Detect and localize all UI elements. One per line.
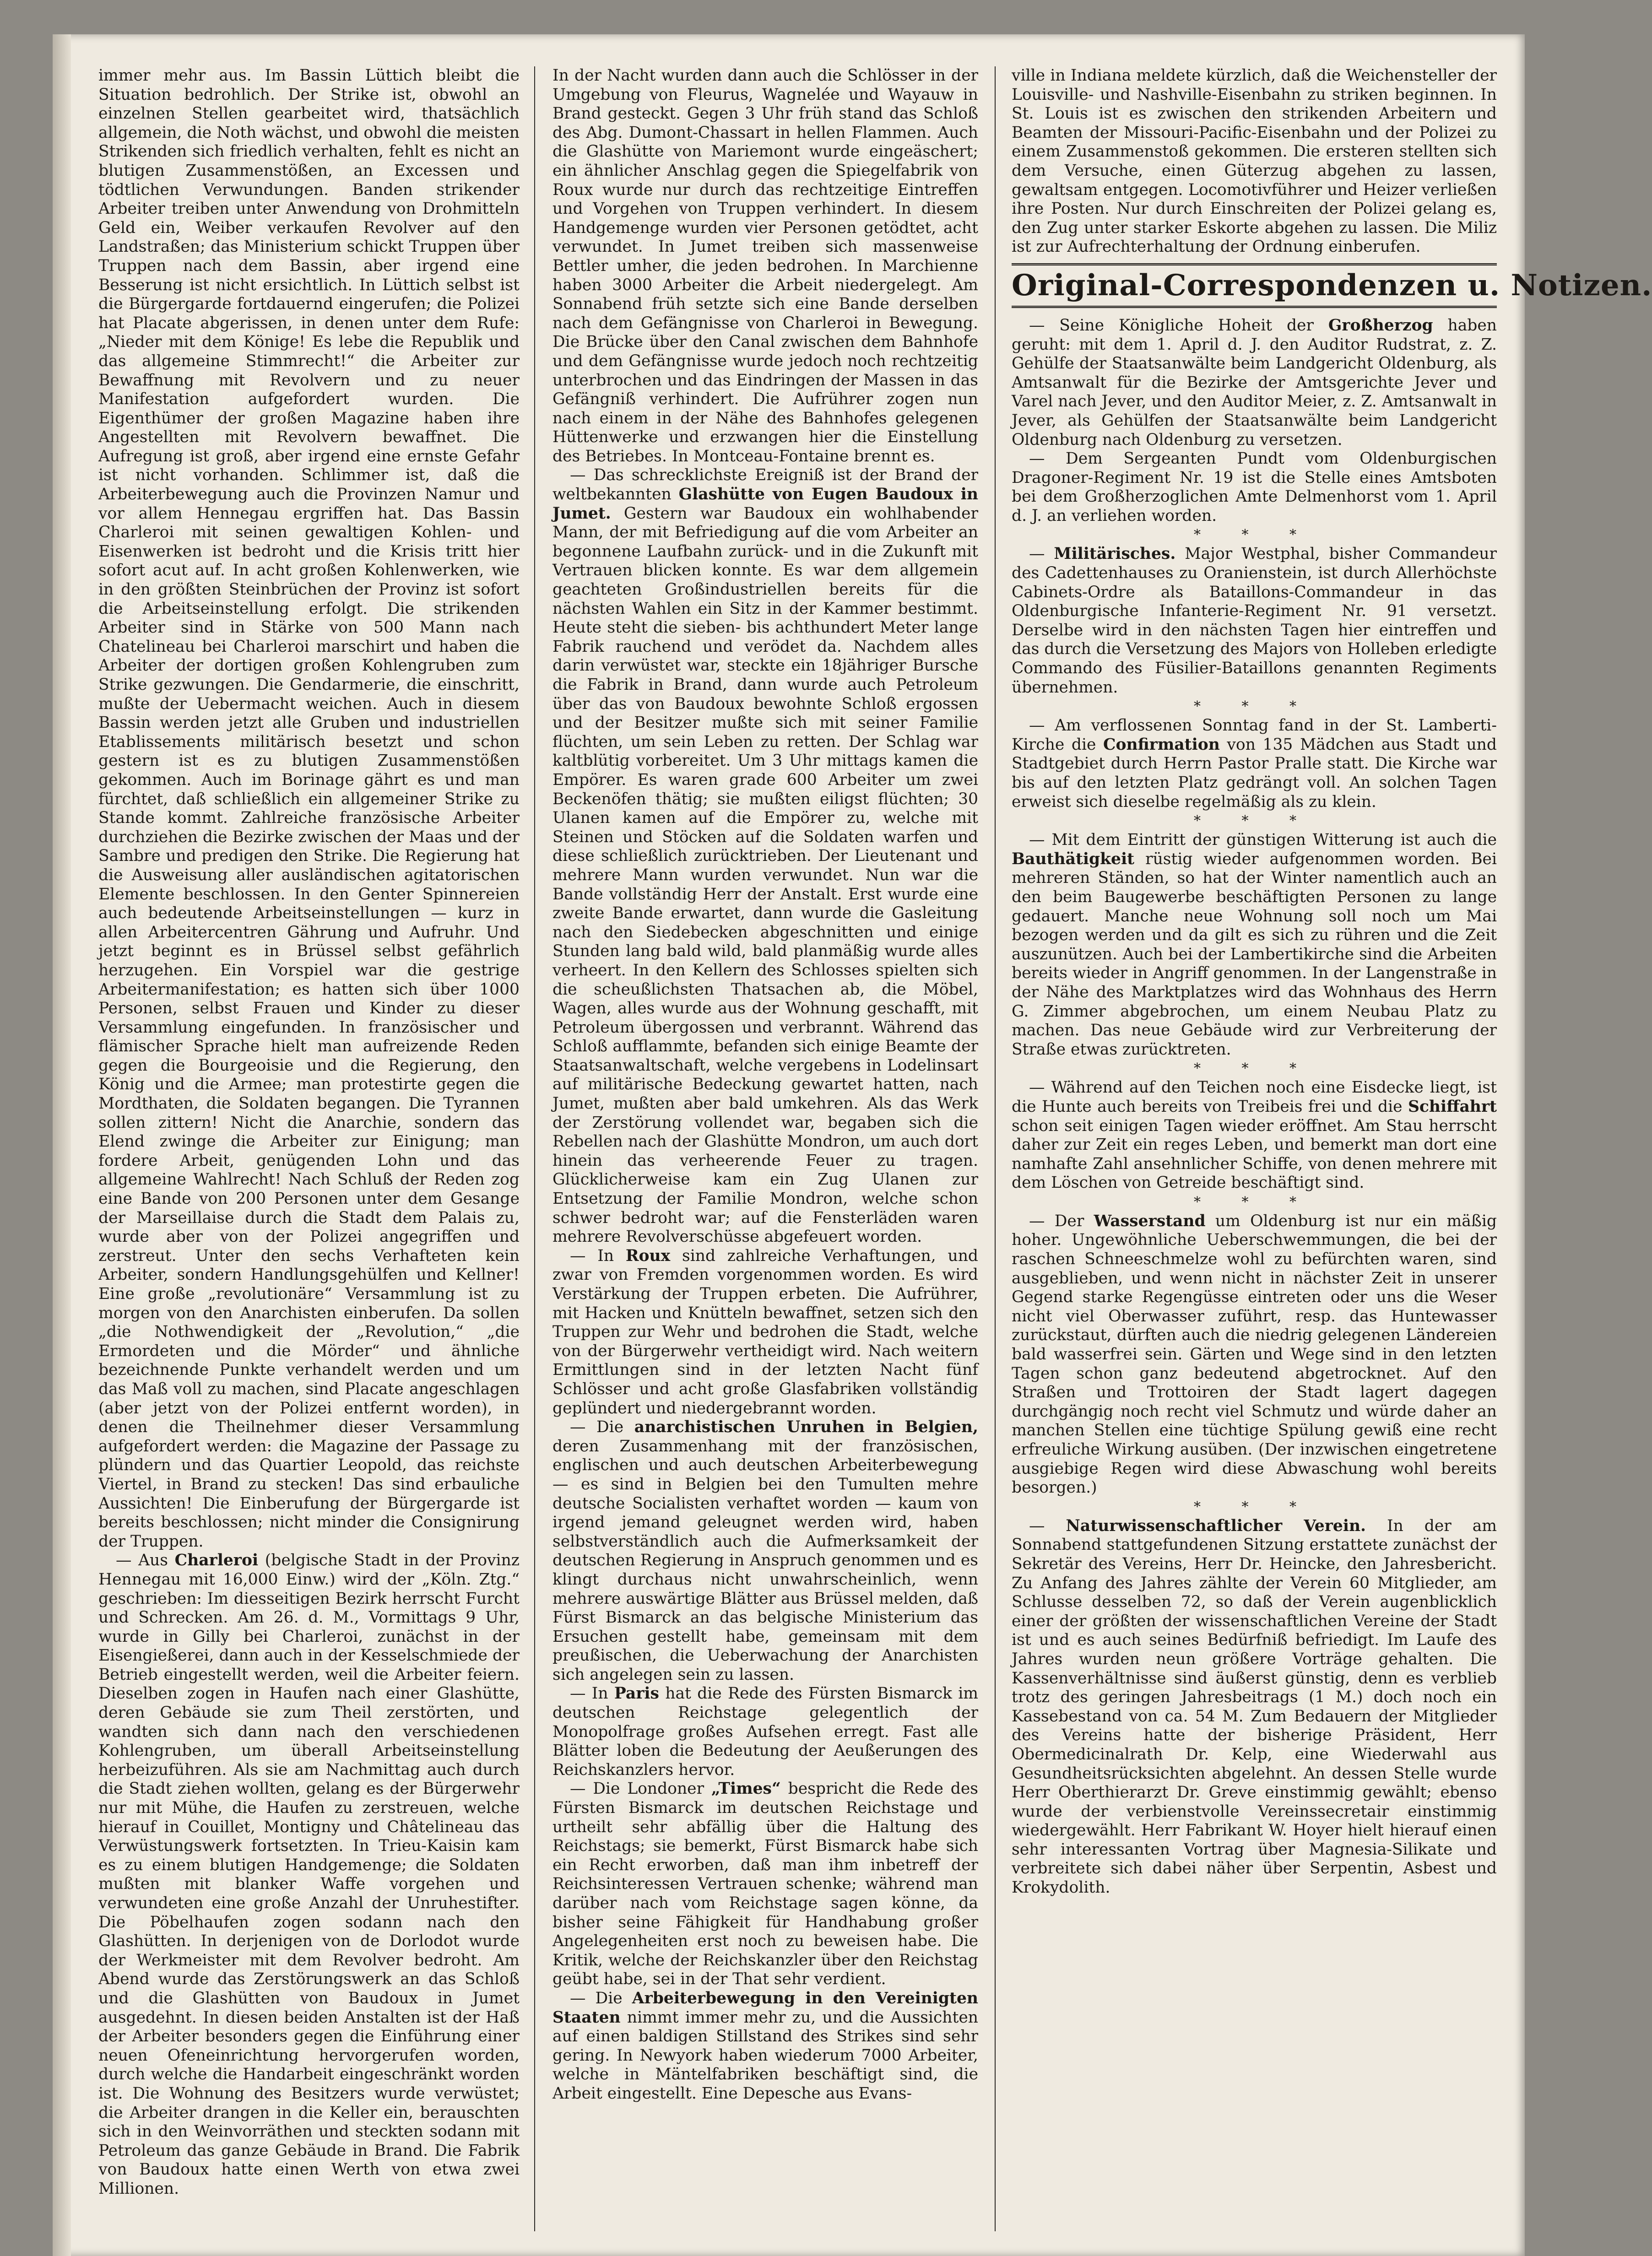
lead-keyword: Naturwissenschaftlicher Verein. [1066,1516,1366,1535]
lead-keyword: „Times“ [711,1780,781,1798]
separator: * * * [1193,813,1315,829]
separator: * * * [1193,1060,1315,1077]
notice-grossherzog: — Seine Königliche Hoheit der Großherzog haben geruht: mit dem 1. April d. J. den Auditor Rudstrat, z. Z. Gehülfe der Staatsanwälte beim Landgericht Oldenburg, als Amtsanwalt für die Bezirke der Amtsgerichte Jever und Varel nach Jever, und den Auditor Meier, z. Z. Amtsanwalt in Jever, als Gehülfen der Staatsanwälte beim Landgericht Oldenburg nach Oldenburg zu versetzen. [1012,316,1497,449]
newspaper-page [53,34,1652,2256]
column-rule-2 [995,66,996,2231]
separator: * * * [1193,527,1315,543]
article-us-labour: — Die Arbeiterbewegung in den Vereinigten Staaten nimmt immer mehr zu, und die Aussichten auf einen baldigen Stillstand des Strikes sind sehr gering. In Newyork haben wiederum 7000 Arbeiter, welche in Mäntelfabriken beschäftigt sind, die Arbeit eingestellt. Eine Depesche aus Evans- [552,1989,979,2103]
column-1 [98,66,520,2236]
notice-confirmation: — Am verflossenen Sonntag fand in der St. Lamberti-Kirche die Confirmation von 135 Mädchen aus Stadt und Stadtgebiet durch Herrn Pastor Pralle statt. Die Kirche war bis auf den letzten Platz gedrängt voll. An solchen Tagen erweist sich dieselbe regelmäßig als zu klein. [1012,716,1497,811]
article-roux: — In Roux sind zahlreiche Verhaftungen, und zwar von Fremden vorgenommen worden. Es wird Verstärkung der Truppen erbeten. Die Aufrührer, mit Hacken und Knütteln bewaffnet, setzen sich den Truppen zur Wehr und bedrohen die Stadt, welche von der Bürgerwehr vertheidigt wird. Nach weitern Ermittlungen sind in der letzten Nacht fünf Schlösser und acht große Glasfabriken vollständig geplündert und niedergebrannt worden. [552,1246,979,1417]
notice-schiffahrt: — Während auf den Teichen noch eine Eisdecke liegt, ist die Hunte auch bereits von Treibeis frei und die Schiffahrt schon seit einigen Tagen wieder eröffnet. Am Stau herrscht daher zur Zeit ein reges Leben, und bemerkt man dort eine namhafte Zahl ansehnlicher Schiffe, von denen mehrere mit dem Löschen von Getreide beschäftigt sind. [1012,1078,1497,1192]
article-paris: — In Paris hat die Rede des Fürsten Bismarck im deutschen Reichstage gelegentlich der Monopolfrage großes Aufsehen erregt. Fast alle Blätter loben die Bedeutung der Aeußerungen des Reichskanzlers hervor. [552,1684,978,1779]
article-night-fires: In der Nacht wurden dann auch die Schlösser in der Umgebung von Fleurus, Wagnelée und Wayauw in Brand gesteckt. Gegen 3 Uhr früh stand das Schloß des Abg. Dumont-Chassart in hellen Flammen. Auch die Glashütte von Mariemont wurde eingeäschert; ein ähnlicher Anschlag gegen die Spiegelfabrik von Roux wurde nur durch das rechtzeitige Eintreffen und Vorgehen von Truppen verhindert. In diesem Handgemenge wurden vier Personen getödtet, acht verwundet. In Jumet treiben sich massenweise Bettler umher, die jeden bedrohen. In Marchienne haben 3000 Arbeiter die Arbeit niedergelegt. Am Sonnabend früh setzte sich eine Bande derselben nach dem Gefängnisse von Charleroi in Bewegung. Die Brücke über den Canal zwischen dem Bahnhofe und dem Gefängnisse wurde jedoch noch rechtzeitig unterbrochen und das Eindringen der Massen in das Gefängniß verhindert. Die Aufrührer zogen nun nach einem in der Nähe des Bahnhofes gelegenen Hüttenwerke und erzwangen hier die Einstellung des Betriebes. In Montceau-Fontaine brennt es. [552,66,978,465]
article-charleroi: — Aus Charleroi (belgische Stadt in der Provinz Hennegau mit 16,000 Einw.) wird der „Köln. Ztg.“ geschrieben: Im diesseitigen Bezirk herrscht Furcht und Schrecken. Am 26. d. M., Vormittags 9 Uhr, wurde in Gilly bei Charleroi, zunächst in der Eisengießerei, dann auch in der Kesselschmiede der Betrieb eingestellt werden, weil die Arbeiter feiern. Dieselben zogen in Haufen nach einer Glashütte, deren Gebäude sie zum Theil zerstörten, und wandten sich dann nach den verschiedenen Kohlengruben, um überall Arbeitseinstellung herbeizuführen. Als sie am Nachmittag auch durch die Stadt ziehen wollten, gelang es der Bürgerwehr nur mit Mühe, die Haufen zu zerstreuen, welche hierauf in Couillet, Montigny und Châtelineau das Verwüstungswerk fortsetzten. In Trieu-Kaisin kam es zu einem blutigen Handgemenge; die Soldaten mußten mit blanker Waffe vorgehen und verwundeten eine große Anzahl der Unruhestifter. Die Pöbelhaufen zogen sodann nach den Glashütten. In derjenigen von de Dorlodot wurde der Werkmeister mit dem Revolver bedroht. Am Abend wurde das Zerstörungswerk an das Schloß und die Glashütten von Baudoux in Jumet ausgedehnt. In diesen beiden Anstalten ist der Haß der Arbeiter besonders gegen die Einführung einer neuen Ofeneinrichtung hervorgerufen worden, durch welche die Handarbeit eingeschränkt worden ist. Die Wohnung des Besitzers wurde verwüstet; die Arbeiter drangen in die Keller ein, berauschten sich in den Weinvorräthen und steckten sodann mit Petroleum das ganze Gebäude in Brand. Die Fabrik von Baudoux hatte einen Werth von etwa zwei Millionen. [98,1551,520,2198]
lead-keyword: anarchistischen Unruhen in Belgien, [634,1418,978,1437]
section-heading: Original-Correspondenzen u. Notizen. [1012,263,1497,308]
lead-keyword: Confirmation [1103,735,1220,754]
lead-keyword: Militärisches. [1054,545,1176,563]
page-spine [53,34,71,2256]
column-3 [1012,66,1652,2236]
lead-keyword: Charleroi [174,1551,259,1570]
lead-keyword: Roux [625,1246,671,1265]
column-2 [552,66,978,2236]
lead-keyword: Wasserstand [1094,1212,1206,1230]
separator: * * * [1193,698,1315,715]
lead-keyword: Bauthätigkeit [1012,849,1135,868]
notice-bauthaetigkeit: — Mit dem Eintritt der günstigen Witterung ist auch die Bauthätigkeit rüstig wieder aufgenommen worden. Bei mehreren Ständen, so hat der Winter namentlich auch an den beim Baugewerbe beschäftigten Personen zu lange gedauert. Manche neue Wohnung soll noch um Mai bezogen werden und da gilt es sich zu rühren und die Zeit auszunützen. Auch bei der Lambertikirche sind die Arbeiten bereits wieder in Angriff genommen. In der Langenstraße in der Nähe des Marktplatzes wird das Wohnhaus des Herrn G. Zimmer abgebrochen, um einem Neubau Platz zu machen. Das neue Gebäude wird zur Verbreiterung der Straße etwas zurücktreten. [1012,831,1497,1059]
article-times: — Die Londoner „Times“ bespricht die Rede des Fürsten Bismarck im deutschen Reichstage und urtheilt sehr abfällig über die Haltung des Reichstags; sie bemerkt, Fürst Bismarck habe sich ein Recht erworben, daß man ihm inbetreff der Reichsinteressen Vertrauen schenke; während man darüber nach vom Reichstage sagen könne, da bisher seine Fähigkeit für Handhabung großer Angelegenheiten erst noch zu beweisen habe. Die Kritik, welche der Reichskanzler über den Reichstag geübt habe, sei in der That sehr verdient. [552,1780,978,1989]
separator: * * * [1193,1499,1315,1515]
lead-keyword: Glashütte von Eugen Baudoux in Jumet. [552,485,978,523]
article-baudoux-fire: — Das schrecklichste Ereigniß ist der Brand der weltbekannten Glashütte von Eugen Baudoux in Jumet. Gestern war Baudoux ein wohlhabender Mann, der mit Befriedigung auf die vom Arbeiter an begonnene Laufbahn zurück- und in die Zukunft mit Vertrauen blicken konnte. Es war dem allgemein geachteten Großindustriellen bereits für die nächsten Wahlen ein Sitz in der Kammer bestimmt. Heute steht die sieben- bis achthundert Meter lange Fabrik rauchend und verödet da. Nachdem alles darin verwüstet war, steckte ein 18jähriger Bursche die Fabrik in Brand, dann wurde auch Petroleum über das von Baudoux bewohnte Schloß ergossen und der Besitzer mußte sich mit seiner Familie flüchten, um sein Leben zu retten. Der Schlag war kaltblütig vorbereitet. Um 3 Uhr mittags kamen die Empörer. Es waren grade 600 Arbeiter um zwei Beckenöfen thätig; sie mußten eiligst flüchten; 30 Ulanen kamen auf die Empörer zu, welche mit Steinen und Stöcken auf die Soldaten warfen und diese schließlich zurücktrieben. Der Lieutenant und mehrere Mann wurden verwundet. Nun war die Bande vollständig Herr der Anstalt. Erst wurde eine zweite Bande erwartet, dann wurde die Gasleitung nach den Siedebecken abgeschnitten und einige Stunden lang bald wild, bald planmäßig wurde alles verheert. In den Kellern des Schlosses spielten sich die scheußlichsten Thatsachen ab, die Möbel, Wagen, alles wurde aus der Wohnung geschafft, mit Petroleum übergossen und verbrannt. Während das Schloß aufflammte, befanden sich einige Beamte der Staatsanwaltschaft, welche vergebens in Lodelinsart auf militärische Bedeckung gewartet hatten, nach Jumet, mußten aber bald umkehren. Als das Werk der Zerstörung vollendet war, begaben sich die Rebellen nach der Glashütte Mondron, um auch dort hinein das verheerende Feuer zu tragen. Glücklicherweise kam ein Zug Ulanen zur Entsetzung der Familie Mondron, welche schon schwer bedroht war; auf die Fensterläden waren mehrere Revolverschüsse abgefeuert worden. [552,466,978,1246]
notice-militaerisches: — Militärisches. Major Westphal, bisher Commandeur des Cadettenhauses zu Oranienstein, ist durch Allerhöchste Cabinets-Ordre als Bataillons-Commandeur in das Oldenburgische Infanterie-Regiment Nr. 91 versetzt. Derselbe wird in den nächsten Tagen hier eintreffen und das durch die Versetzung des Majors von Holleben erledigte Commando des Füsilier-Bataillons genannten Regiments übernehmen. [1012,545,1497,697]
column-rule-1 [534,66,535,2231]
article-us-labour-continued: ville in Indiana meldete kürzlich, daß die Weichensteller der Louisville- und Nashville-Eisenbahn zu striken beginnen. In St. Louis ist es zwischen den strikenden Arbeitern und Beamten der Missouri-Pacific-Eisenbahn und der Polizei zu einem Zusammenstoß gekommen. Die ersteren stellten sich dem Versuche, einen Güterzug abgehen zu lassen, gewaltsam entgegen. Locomotivführer und Heizer verließen ihre Posten. Nur durch Einschreiten der Polizei gelang es, den Zug unter starker Eskorte abgehen zu lassen. Die Miliz ist zur Aufrechterhaltung der Ordnung einberufen. [1012,66,1497,256]
article-anarchist-unrest: — Die anarchistischen Unruhen in Belgien, deren Zusammenhang mit der französischen, englischen und auch deutschen Arbeiterbewegung — es sind in Belgien bei den Tumulten mehre deutsche Socialisten verhaftet worden — kaum von irgend jemand geleugnet werden wird, haben selbstverständlich auch die Aufmerksamkeit der deutschen Regierung in Anspruch genommen und es klingt durchaus nicht unwahrscheinlich, wenn mehrere auswärtige Blätter aus Brüssel melden, daß Fürst Bismarck an das belgische Ministerium das Ersuchen gestellt habe, gemeinsam mit dem preußischen, die Ueberwachung der Anarchisten sich angelegen sein zu lassen. [552,1418,978,1684]
notice-wasserstand: — Der Wasserstand um Oldenburg ist nur ein mäßig hoher. Ungewöhnliche Ueberschwemmungen, die bei der raschen Schneeschmelze wohl zu befürchten waren, sind ausgeblieben, und wenn nicht in nächster Zeit in unserer Gegend starke Regengüsse eintreten oder uns die Weser nicht viel Oberwasser zuführt, resp. das Huntewasser zurückstaut, dürften auch die niedrig gelegenen Ländereien bald wasserfrei sein. Gärten und Wege sind in den letzten Tagen schon ganz bedeutend abgetrocknet. Auf den Straßen und Trottoiren der Stadt lagert dagegen durchgängig noch recht viel Schmutz und würde daher an manchen Stellen eine tüchtige Spülung gewiß eine recht erfreuliche Wirkung ausüben. (Der inzwischen eingetretene ausgiebige Regen wird diese Abwaschung wohl bereits besorgen.) [1012,1212,1497,1497]
notice-pundt: — Dem Sergeanten Pundt vom Oldenburgischen Dragoner-Regiment Nr. 19 ist die Stelle eines Amtsboten bei dem Großherzoglichen Amte Delmenhorst vom 1. April d. J. an verliehen worden. [1012,449,1497,525]
article-belgium-strike: immer mehr aus. Im Bassin Lüttich bleibt die Situation bedrohlich. Der Strike ist, obwohl an einzelnen Stellen gearbeitet wird, thatsächlich allgemein, die Noth wächst, und obwohl die meisten Strikenden sich friedlich verhalten, fehlt es nicht an blutigen Zusammenstößen, an Excessen und tödtlichen Verwundungen. Banden strikender Arbeiter treiben unter Anwendung von Drohmitteln Geld ein, Weiber verkaufen Revolver auf den Landstraßen; das Ministerium schickt Truppen über Truppen nach dem Bassin, aber irgend eine Besserung ist nicht ersichtlich. In Lüttich selbst ist die Bürgergarde fortdauernd eingerufen; die Polizei hat Placate abgerissen, in denen unter dem Rufe: „Nieder mit dem Könige! Es lebe die Republik und das allgemeine Stimmrecht!“ die Arbeiter zur Bewaffnung mit Revolvern und zu neuer Manifestation aufgefordert wurden. Die Eigenthümer der großen Magazine haben ihre Angestellten mit Revolvern bewaffnet. Die Aufregung ist groß, aber irgend eine ernste Gefahr ist nicht vorhanden. Schlimmer ist, daß die Arbeiterbewegung auch die Provinzen Namur und vor allem Hennegau ergriffen hat. Das Bassin Charleroi mit seinen gewaltigen Kohlen- und Eisenwerken ist bedroht und die Krisis tritt hier sofort acut auf. In acht großen Kohlenwerken, wie in den größten Steinbrüchen der Provinz ist sofort die Arbeitseinstellung erfolgt. Die strikenden Arbeiter sind in Stärke von 500 Mann nach Chatelineau bei Charleroi marschirt und haben die Arbeiter der dortigen großen Kohlengruben zum Strike gezwungen. Die Gendarmerie, die einschritt, mußte der Uebermacht weichen. Auch in diesem Bassin werden jetzt alle Gruben und industriellen Etablissements militärisch besetzt und schon gestern ist es zu blutigen Zusammenstößen gekommen. Auch im Borinage gährt es und man fürchtet, daß schließlich ein allgemeiner Strike zu Stande kommt. Zahlreiche französische Arbeiter durchziehen die Bezirke zwischen der Maas und der Sambre und predigen den Strike. Die Regierung hat die Ausweisung aller ausländischen agitatorischen Elemente beschlossen. In den Genter Spinnereien auch bedeutende Arbeitseinstellungen — kurz in allen Arbeitercentren Gährung und Aufruhr. Und jetzt beginnt es in Brüssel selbst gefährlich herzugehen. Ein Vorspiel war die gestrige Arbeitermanifestation; es hatten sich über 1000 Personen, selbst Frauen und Kinder zu dieser Versammlung eingefunden. In französischer und flämischer Sprache hielt man aufreizende Reden gegen die Bourgeoisie und die Regierung, den König und die Armee; man protestirte gegen die Mordthaten, die Soldaten begangen. Die Tyrannen sollen zittern! Nicht die Anarchie, sondern das Elend zwinge die Arbeiter zur Einigung; man fordere Arbeit, genügenden Lohn und das allgemeine Wahlrecht! Nach Schluß der Reden zog eine Bande von 200 Personen unter dem Gesange der Marseillaise durch die Stadt dem Palais zu, wurde aber von der Polizei angegriffen und zerstreut. Unter den sechs Verhafteten kein Arbeiter, sondern Handlungsgehülfen und Kellner! Eine große „revolutionäre“ Versammlung ist zu morgen von den Anarchisten einberufen. Da sollen „die Nothwendigkeit der „Revolution,“ „die Ermordeten und die Mörder“ und ähnliche bezeichnende Punkte verhandelt werden und um das Maß voll zu machen, sind Placate angeschlagen (aber jetzt von der Polizei entfernt worden), in denen die Theilnehmer dieser Versammlung aufgefordert werden: die Magazine der Passage zu plündern und das Quartier Leopold, das reichste Viertel, in Brand zu stecken! Das sind erbauliche Aussichten! Die Einberufung der Bürgergarde ist bereits beschlossen; nicht minder die Consignirung der Truppen. [98,66,520,1551]
lead-keyword: Großherzog [1328,316,1433,335]
lead-keyword: Schiffahrt [1408,1097,1497,1116]
lead-keyword: Paris [614,1684,659,1703]
lead-keyword: Arbeiterbewegung in den Vereinigten Staaten [552,1989,979,2027]
separator: * * * [1193,1194,1315,1210]
notice-naturwissenschaftlicher-verein: — Naturwissenschaftlicher Verein. In der am Sonnabend stattgefundenen Sitzung erstattete zunächst der Sekretär des Vereins, Herr Dr. Heincke, den Jahresbericht. Zu Anfang des Jahres zählte der Verein 60 Mitglieder, am Schlusse desselben 72, so daß der Verein augenblicklich einer der größten der wissenschaftlichen Vereine der Stadt ist und es auch seines Bedürfniß befriedigt. Im Laufe des Jahres wurden neun größere Vorträge gehalten. Die Kassenverhältnisse sind äußerst günstig, denn es verblieb trotz des geringen Jahresbeitrags (1 M.) doch noch ein Kassebestand von ca. 54 M. Zum Bedauern der Mitglieder des Vereins hatte der bisherige Präsident, Herr Obermedicinalrath Dr. Kelp, eine Wiederwahl aus Gesundheitsrücksichten abgelehnt. An dessen Stelle wurde Herr Oberthierarzt Dr. Greve einstimmig gewählt; ebenso wurde der verbienstvolle Vereinssecretair einstimmig wiedergewählt. Herr Fabrikant W. Hoyer hielt hierauf einen sehr interessanten Vortrag über Magnesia-Silikate und verbreitete sich dabei näher über Serpentin, Asbest und Krokydolith. [1012,1516,1497,1897]
